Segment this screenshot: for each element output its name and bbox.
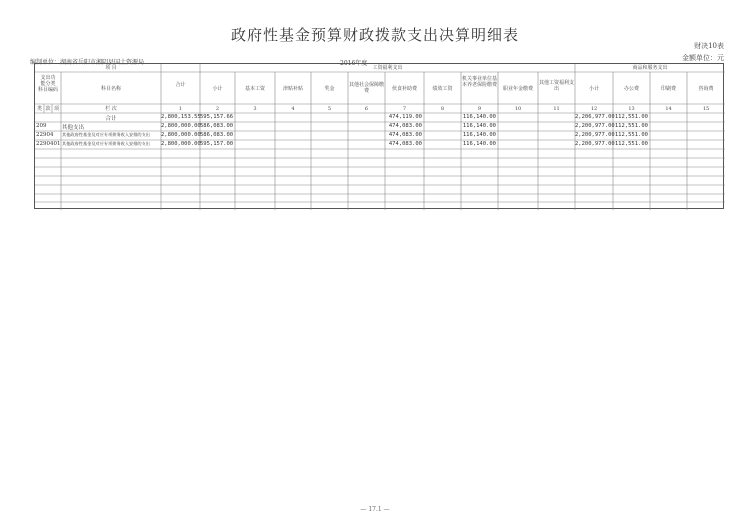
col-num: 8 <box>440 106 445 112</box>
table-cell: 2,200,977.00 <box>575 141 615 147</box>
col-num: 7 <box>402 106 407 112</box>
col-bonus-header: 奖金 <box>324 86 335 92</box>
row-subject-name: 合计 <box>105 116 117 122</box>
table-cell: 2,800,000.00 <box>161 123 201 129</box>
col-basic-salary-header: 基本工资 <box>244 86 265 92</box>
class-header: 类 <box>36 106 42 112</box>
row-subject-name: 其他政府性基金及对应专项债务收入安排的支出 <box>62 132 150 137</box>
total-header: 合计 <box>175 82 186 88</box>
col-meal-header: 伙食补助费 <box>391 86 417 92</box>
col-num: 11 <box>553 106 560 112</box>
col-num: 5 <box>327 106 332 112</box>
col-num: 1 <box>178 106 183 112</box>
amount-unit: 金额单位：元 <box>682 54 724 62</box>
table-cell: 2,800,000.00 <box>161 132 201 138</box>
report-title: 政府性基金预算财政拨款支出决算明细表 <box>230 26 519 44</box>
item-header: 项 <box>53 106 59 112</box>
table-cell: 474,083.00 <box>388 132 422 138</box>
table-cell: 112,551.00 <box>614 123 648 129</box>
project-header: 项 目 <box>105 65 117 71</box>
table-cell: 474,083.00 <box>388 141 422 147</box>
compiling-organization: 编制单位：湖南省岳阳市湘阴县国土资源局 <box>30 59 145 66</box>
table-cell: 586,083.00 <box>200 132 234 138</box>
page-number: — 17.1 — <box>360 506 390 513</box>
fiscal-year: 2016年度 <box>340 60 368 67</box>
col-consulting-header: 咨询费 <box>698 86 714 92</box>
table-cell: 2,206,977.00 <box>575 114 615 120</box>
code-header: 支出功 能分类 科目编码 <box>37 75 58 93</box>
row-subject-name: 其他支出 <box>62 125 85 131</box>
col-social-security-header: 其他社会保障缴费 <box>348 82 384 94</box>
row-code: 2290401 <box>36 141 61 147</box>
subject-name-header: 科目名称 <box>100 86 121 92</box>
col-num: 12 <box>590 106 598 112</box>
col-allowance-header: 津贴补贴 <box>282 86 303 92</box>
col-goods-subtotal-header: 小计 <box>588 86 599 92</box>
table-cell: 2,200,977.00 <box>575 132 615 138</box>
table-cell: 595,157.00 <box>200 141 234 147</box>
table-cell: 2,200,977.00 <box>575 123 615 129</box>
col-annuity-header: 职业年金缴费 <box>502 86 533 92</box>
col-performance-header: 绩效工资 <box>432 86 453 92</box>
salary-group-header: 工资福利支出 <box>372 65 403 71</box>
col-num: 2 <box>215 106 220 112</box>
col-other-welfare-header: 其他工资福利支出 <box>538 80 574 92</box>
expenditure-table <box>34 63 724 209</box>
form-number: 财决10表 <box>694 42 724 50</box>
row-subject-name: 其他政府性基金及对应专项债务收入安排的支出 <box>62 141 150 146</box>
col-num: 4 <box>291 106 295 112</box>
col-num: 9 <box>477 106 482 112</box>
kind-header: 款 <box>45 106 51 112</box>
row-code: 22904 <box>36 132 54 138</box>
table-cell: 112,551.00 <box>614 114 648 120</box>
table-cell: 116,140.00 <box>462 114 496 120</box>
col-num: 13 <box>628 106 635 112</box>
table-cell: 474,083.00 <box>388 123 422 129</box>
table-cell: 2,800,000.00 <box>161 141 201 147</box>
table-cell: 112,551.00 <box>614 141 648 147</box>
table-cell: 586,083.00 <box>200 123 234 129</box>
row-code: 209 <box>36 123 47 129</box>
table-cell: 595,157.66 <box>200 114 234 120</box>
table-cell: 116,140.00 <box>462 132 496 138</box>
goods-group-header: 商品和服务支出 <box>632 65 668 71</box>
col-num: 3 <box>253 106 257 112</box>
col-num: 15 <box>702 106 710 112</box>
col-subtotal-header: 小计 <box>212 86 223 92</box>
col-office-header: 办公费 <box>623 86 639 92</box>
table-cell: 112,551.00 <box>614 132 648 138</box>
row-number-label: 栏 次 <box>105 106 117 112</box>
table-cell: 2,800,153.55 <box>161 114 201 120</box>
table-cell: 116,140.00 <box>462 123 496 129</box>
col-num: 6 <box>364 106 369 112</box>
col-pension-header: 机关事业单位基本养老保险缴费 <box>461 76 497 88</box>
table-cell: 474,119.00 <box>388 114 422 120</box>
table-cell: 116,140.00 <box>462 141 496 147</box>
col-printing-header: 印刷费 <box>660 86 676 92</box>
col-num: 14 <box>665 106 672 112</box>
col-num: 10 <box>514 106 522 112</box>
